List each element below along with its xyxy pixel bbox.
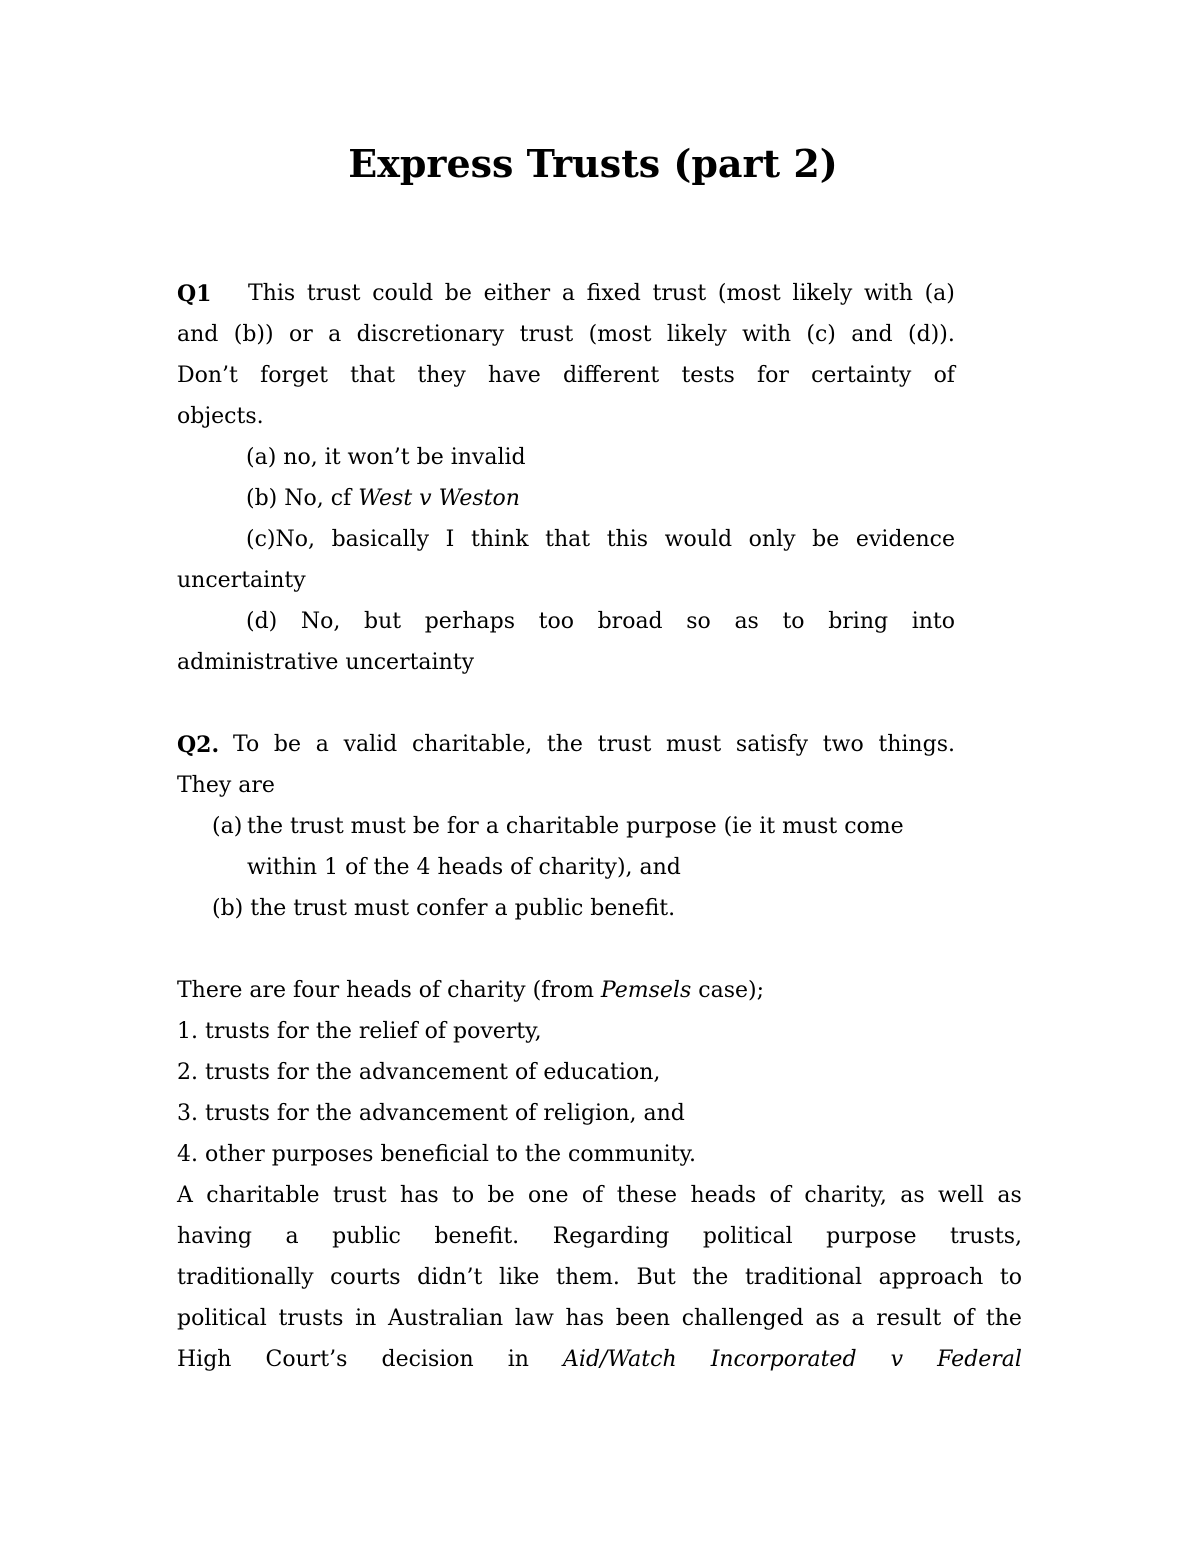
word: purpose	[826, 1224, 917, 1249]
word: basically	[331, 527, 430, 552]
word: different	[562, 363, 660, 388]
word: (a)	[924, 281, 955, 306]
word: law	[514, 1306, 554, 1331]
word: charitable,	[411, 732, 533, 757]
q2-list-a-line-2: within 1 of the 4 heads of charity), and	[247, 855, 681, 880]
word: a	[328, 322, 342, 347]
word: think	[470, 527, 529, 552]
word: a	[285, 1224, 299, 1249]
para-line-5	[177, 1345, 1022, 1375]
word: trust	[652, 281, 707, 306]
q1-answer-c-line-2: uncertainty	[177, 568, 306, 593]
word: forget	[260, 363, 328, 388]
word: be	[444, 281, 472, 306]
word: perhaps	[424, 609, 515, 634]
word: of	[581, 1183, 604, 1208]
word: courts	[330, 1265, 401, 1290]
q1-answer-b	[246, 484, 520, 514]
word: (most	[588, 322, 652, 347]
word: one	[528, 1183, 569, 1208]
word: traditionally	[177, 1265, 314, 1290]
q2-line-2: They are	[177, 773, 275, 798]
q1-answer-a: (a) no, it won’t be invalid	[246, 445, 526, 470]
word: the	[692, 1265, 729, 1290]
heads-item-3: 3. trusts for the advancement of religion, and	[177, 1101, 685, 1126]
case-name-west-v-weston: West v Weston	[358, 486, 520, 511]
word: (b))	[233, 322, 274, 347]
word: and	[177, 322, 219, 347]
word: for	[756, 363, 789, 388]
word: of	[952, 1306, 975, 1331]
word: To	[233, 732, 260, 757]
word: to	[782, 609, 805, 634]
word: traditional	[744, 1265, 862, 1290]
word: A	[177, 1183, 193, 1208]
word: fixed	[586, 281, 641, 306]
word: the	[546, 732, 583, 757]
word: benefit.	[434, 1224, 520, 1249]
word: be	[812, 527, 840, 552]
word: only	[748, 527, 796, 552]
word: with	[742, 322, 792, 347]
word: heads	[690, 1183, 757, 1208]
heads-item-2: 2. trusts for the advancement of education,	[177, 1060, 661, 1085]
word: approach	[878, 1265, 984, 1290]
word: having	[177, 1224, 253, 1249]
heads-intro-suffix: case);	[691, 978, 765, 1003]
word: things.	[878, 732, 955, 757]
case-name-word: Federal	[937, 1347, 1022, 1372]
word: in	[507, 1347, 529, 1372]
word: to	[999, 1265, 1022, 1290]
q1-line-4: objects.	[177, 404, 264, 429]
case-name-word: Incorporated	[710, 1347, 857, 1372]
heads-intro-text: There are four heads of charity (from	[177, 978, 601, 1003]
word: must	[666, 732, 722, 757]
q2-label: Q2.	[177, 732, 220, 758]
q2-line-1	[233, 730, 955, 760]
word: in	[355, 1306, 377, 1331]
word: didn’t	[417, 1265, 483, 1290]
word: political	[702, 1224, 793, 1249]
word: decision	[381, 1347, 474, 1372]
word: trust	[332, 1183, 387, 1208]
word: with	[864, 281, 913, 306]
word: a	[561, 281, 575, 306]
word: be	[273, 732, 302, 757]
word: either	[483, 281, 551, 306]
word: discretionary	[356, 322, 505, 347]
word: likely	[792, 281, 853, 306]
q1-label: Q1	[177, 281, 212, 307]
word: (c)No,	[246, 527, 315, 552]
word: so	[686, 609, 711, 634]
word: bring	[828, 609, 889, 634]
word: charity,	[804, 1183, 887, 1208]
word: could	[372, 281, 434, 306]
heads-item-4: 4. other purposes beneficial to the community.	[177, 1142, 697, 1167]
word: Court’s	[265, 1347, 348, 1372]
word: No,	[300, 609, 341, 634]
word: but	[364, 609, 402, 634]
word: too	[538, 609, 574, 634]
q2-list-a-line-1: the trust must be for a charitable purpose (ie it must come	[247, 814, 904, 839]
word: well	[938, 1183, 984, 1208]
q1-answer-d-line-1	[246, 607, 955, 637]
case-name-pemsels: Pemsels	[600, 978, 692, 1003]
heads-intro	[177, 976, 764, 1006]
word: that	[350, 363, 396, 388]
word: or	[288, 322, 313, 347]
word: This	[248, 281, 296, 306]
word: broad	[597, 609, 663, 634]
word: as	[900, 1183, 925, 1208]
word: that	[545, 527, 591, 552]
word: like	[498, 1265, 540, 1290]
word: as	[734, 609, 759, 634]
word: be	[487, 1183, 515, 1208]
para-line-4	[177, 1304, 1022, 1334]
word: trust	[597, 732, 652, 757]
word: two	[822, 732, 864, 757]
word: tests	[681, 363, 735, 388]
word: as	[997, 1183, 1022, 1208]
word: into	[911, 609, 955, 634]
q1-line-2	[177, 320, 955, 350]
word: satisfy	[735, 732, 809, 757]
word: political	[177, 1306, 267, 1331]
word: have	[488, 363, 541, 388]
word: charitable	[206, 1183, 320, 1208]
word: and	[851, 322, 893, 347]
word: (c)	[806, 322, 836, 347]
heads-item-1: 1. trusts for the relief of poverty,	[177, 1019, 542, 1044]
word: High	[177, 1347, 232, 1372]
q1-answer-c-line-1	[246, 525, 955, 555]
word: (d)	[246, 609, 278, 634]
word: these	[616, 1183, 678, 1208]
word: valid	[343, 732, 398, 757]
word: a	[851, 1306, 865, 1331]
word: (d)).	[908, 322, 955, 347]
q2-list-a-marker: (a)	[212, 814, 243, 839]
word: Regarding	[552, 1224, 670, 1249]
word: the	[985, 1306, 1022, 1331]
para-line-3	[177, 1263, 1022, 1293]
word: trust	[306, 281, 361, 306]
word: challenged	[681, 1306, 804, 1331]
q1-line-1	[248, 279, 955, 309]
case-name-word: Aid/Watch	[563, 1347, 677, 1372]
word: of	[933, 363, 955, 388]
q1-answer-d-line-2: administrative uncertainty	[177, 650, 475, 675]
word: result	[876, 1306, 942, 1331]
case-name-word: v	[890, 1347, 904, 1372]
q1-label-line	[177, 279, 211, 310]
word: evidence	[855, 527, 955, 552]
word: trusts	[278, 1306, 344, 1331]
word: them.	[556, 1265, 620, 1290]
word: has	[565, 1306, 605, 1331]
q1-answer-b-text: (b) No, cf	[246, 486, 359, 511]
q2-list-b: (b) the trust must confer a public benefit.	[212, 896, 676, 921]
word: (most	[717, 281, 781, 306]
page-title: Express Trusts (part 2)	[348, 141, 838, 186]
word: trusts,	[950, 1224, 1022, 1249]
word: certainty	[811, 363, 912, 388]
word: been	[615, 1306, 671, 1331]
word: as	[815, 1306, 840, 1331]
word: of	[769, 1183, 791, 1208]
word: public	[332, 1224, 401, 1249]
word: likely	[666, 322, 727, 347]
word: this	[606, 527, 649, 552]
word: has	[400, 1183, 439, 1208]
word: would	[664, 527, 733, 552]
q2-label-line	[177, 730, 219, 761]
q1-line-3	[177, 361, 955, 391]
word: to	[452, 1183, 475, 1208]
word: I	[445, 527, 455, 552]
para-line-1	[177, 1181, 1022, 1211]
word: they	[417, 363, 466, 388]
para-line-2	[177, 1222, 1022, 1252]
word: But	[636, 1265, 676, 1290]
word: Australian	[387, 1306, 504, 1331]
word: trust	[519, 322, 574, 347]
word: a	[315, 732, 329, 757]
word: Don’t	[177, 363, 238, 388]
